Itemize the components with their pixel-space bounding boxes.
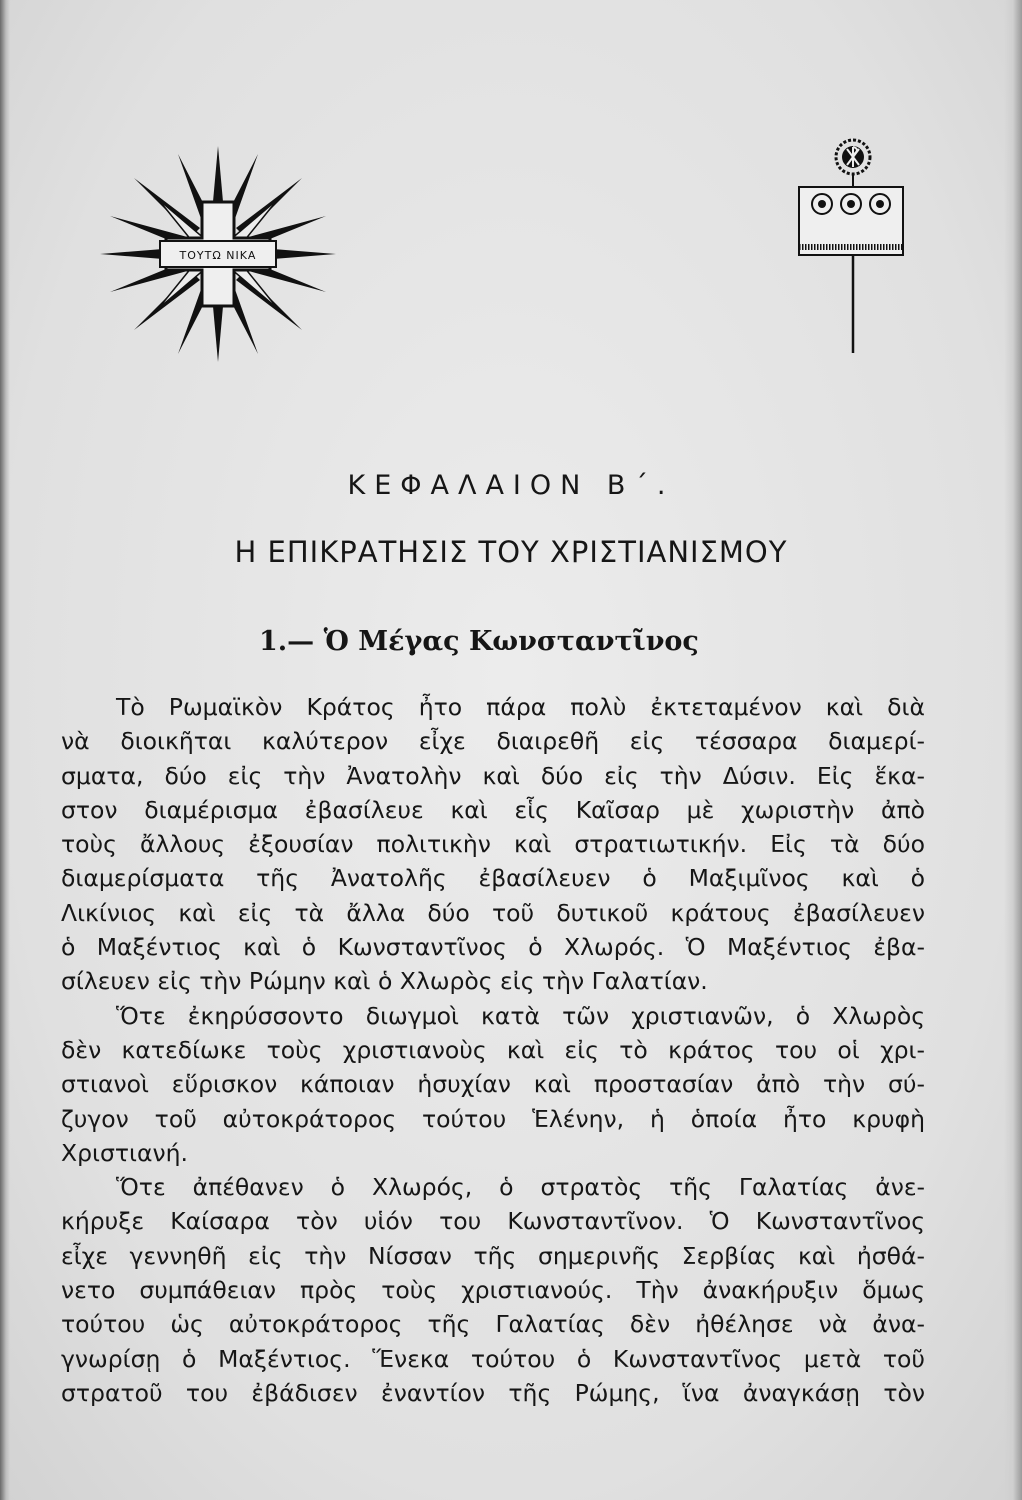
chapter-label: ΚΕΦΑΛΑΙΟΝ Β΄. <box>347 470 675 501</box>
text-line: στον διαμέρισμα ἐβασίλευε καὶ εἷς Καῖσαρ μὲ χωριστὴν ἀπὸ <box>61 795 925 824</box>
text-line: σίλευεν εἰς τὴν Ρώμην καὶ ὁ Χλωρὸς εἰς τὴν Γαλατίαν. <box>61 967 708 996</box>
text-line: σματα, δύο εἰς τὴν Ἀνατολὴν καὶ δύο εἰς τὴν Δύσιν. Εἰς ἕκα- <box>61 761 925 790</box>
labarum-standard-icon <box>795 135 907 357</box>
text-line: Λικίνιος καὶ εἰς τὰ ἄλλα δύο τοῦ δυτικοῦ κράτους ἐβασίλευεν <box>61 898 925 927</box>
text-line: τοὺς ἄλλους ἐξουσίαν πολιτικὴν καὶ στρατιωτικήν. Εἰς τὰ δύο <box>61 830 925 859</box>
text-line: ὁ Μαξέντιος καὶ ὁ Κωνσταντῖνος ὁ Χλωρός. Ὁ Μαξέντιος ἐβα- <box>61 933 925 962</box>
page-edge <box>1004 0 1022 1500</box>
text-line: γνωρίσῃ ὁ Μαξέντιος. Ἕνεκα τούτου ὁ Κωνσταντῖνος μετὰ τοῦ <box>61 1344 925 1373</box>
text-line: Ὅτε ἐκηρύσσοντο διωγμοὶ κατὰ τῶν χριστιανῶν, ὁ Χλωρὸς <box>116 1001 925 1030</box>
section-heading: 1.— Ὁ Μέγας Κωνσταντῖνος <box>259 626 699 657</box>
chapter-title: Η ΕΠΙΚΡΑΤΗΣΙΣ ΤΟΥ ΧΡΙΣΤΙΑΝΙΣΜΟΥ <box>234 535 788 569</box>
text-line: ζυγον τοῦ αὐτοκράτορος τούτου Ἑλένην, ἡ ὁποία ἦτο κρυφὴ <box>61 1104 925 1133</box>
text-line: εἶχε γεννηθῆ εἰς τὴν Νίσσαν τῆς σημερινῆς Σερβίας καὶ ἠσθά- <box>61 1241 925 1270</box>
text-line: στιανοὶ εὕρισκον κάποιαν ἡσυχίαν καὶ προστασίαν ἀπὸ τὴν σύ- <box>61 1070 925 1099</box>
text-line: τούτου ὡς αὐτοκράτορος τῆς Γαλατίας δὲν ἠθέλησε νὰ ἀνα- <box>61 1310 925 1339</box>
page-gutter-shadow <box>0 0 10 1500</box>
star-cross-emblem <box>98 143 338 365</box>
text-line: κήρυξε Καίσαρα τὸν υἱόν του Κωνσταντῖνον. Ὁ Κωνσταντῖνος <box>61 1207 925 1236</box>
text-line: διαμερίσματα τῆς Ἀνατολῆς ἐβασίλευεν ὁ Μαξιμῖνος καὶ ὁ <box>61 864 925 893</box>
body-text <box>61 690 925 1410</box>
text-line: Τὸ Ρωμαϊκὸν Κράτος ἦτο πάρα πολὺ ἐκτεταμένον καὶ διὰ <box>116 693 925 721</box>
text-line: στρατοῦ του ἐβάδισεν ἐναντίον τῆς Ρώμης, ἵνα ἀναγκάσῃ τὸν <box>61 1378 925 1407</box>
text-line: δὲν κατεδίωκε τοὺς χριστιανοὺς καὶ εἰς τὸ κράτος του οἱ χρι- <box>61 1035 925 1064</box>
text-line: νετο συμπάθειαν πρὸς τοὺς χριστιανούς. Τὴν ἀνακήρυξιν ὅμως <box>61 1276 925 1305</box>
emblem-banner-text: ΤΟΥΤΩ ΝΙΚΑ <box>179 249 257 262</box>
text-line: νὰ διοικῆται καλύτερον εἶχε διαιρεθῆ εἰς τέσσαρα διαμερί- <box>61 727 925 756</box>
text-line: Ὅτε ἀπέθανεν ὁ Χλωρός, ὁ στρατὸς τῆς Γαλατίας ἀνε- <box>116 1173 925 1202</box>
text-line: Χριστιανή. <box>61 1138 188 1167</box>
